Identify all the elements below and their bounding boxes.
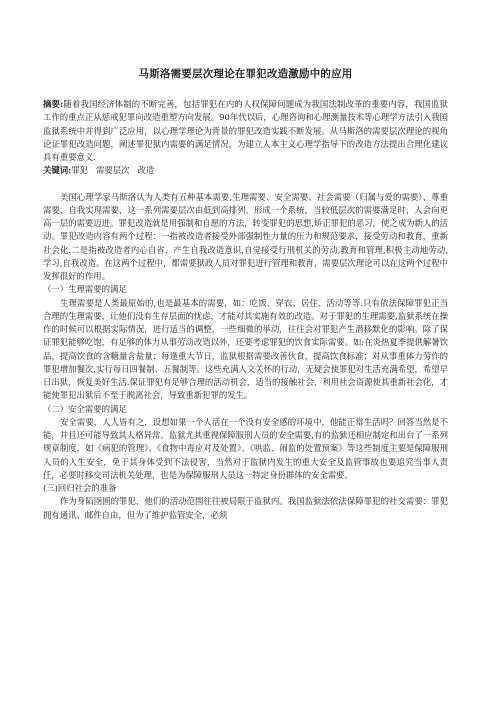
abstract-text: 随着我国经济体制的不断完善，包括罪犯在内的人权保障问题成为我国法制改革的重要内容，我国监狱工作的重点正从惩戒犯罪向改造重塑方向发展。90年代以后，心理咨询和心理测量技术等心理学方法引入我国监狱系统中并得到广泛应用，以心理学理论为背景的罪犯改造实践不断发展。从马斯洛的需要层次理论的视角论证罪犯改造问题，阐述罪犯狱内需要的满足情况，为建立人本主义心理学指导下的改造方法提出合理化建议具有重要意义. [43, 99, 449, 162]
section-heading-physiological: （一）生理需要的满足 [43, 284, 127, 295]
abstract-label: 摘要: [43, 99, 64, 109]
keyword-item: 罪犯 [71, 165, 88, 176]
keyword-item: 改造 [137, 165, 155, 176]
keywords-label: 关键词: [43, 165, 72, 176]
intro-paragraph: 美国心理学家马斯洛认为人类有五种基本需要,生理需要、安全需要、社会需要（归属与爱的需要）、尊重需要、自我实现需要，这一系列需要层次由低到高排列，形成一个系统，当较低层次的需要满足时，人会向更高一层的需要迈进。罪犯改造就是用强制和自愿的方法，转变罪犯的思想,矫正罪犯的恶习，使之成为新人的活动。罪犯改造内容有两个过程：一指被改造者接受外部强制性力量的压力和规范要求，接受劳动和教育，重新社会化.二是指被改造者内心自省，产生自我改造意识,自觉接受行刑机关的劳动,教育和管理,积极主动地劳动,学习,自我改造。在这两个过程中，都需要狱政人员对罪犯进行管理和教育，需要层次理论可以在这两个过程中发挥很好的作用。 [43, 191, 448, 281]
section-heading-safety: （二）安全需要的满足 [43, 403, 127, 414]
section-safety-paragraph: 安全需要，人人皆有之，设想如果一个人活在一个没有安全感的环境中，他能正常生活吗？回答当然是不能，并且还可能导致其人格异常。监狱尤其重视保障服刑人员的安全需要,有的监狱还相应制定和出台了一系列规章制度，如《病犯的管理》、《食物中毒应对及处置》、《哄监、闹监的处置预案》等这些制度主要是保障服刑人员的人生安全，免于其身体受到不法侵害，当然对于监狱内发生的重大安全及监管事故也要追究当事人责任，必要时移交司法机关处理，也是为保障服刑人员这一特定身份群体的安全需要。 [43, 416, 448, 480]
keywords-list [71, 165, 162, 175]
body-text [43, 191, 448, 522]
keywords-line [43, 164, 448, 177]
section-physiological-paragraph: 生理需要是人类最原始的,也是最基本的需要，如：吃饭、穿衣、居住、活动等等.只有依法保障罪犯正当合理的生理需要，让他们没有生存层面的忧虑，才能对其实施有效的改造。对于罪犯的生理需要,监狱系统在操作的时候可以根据实际情况，进行适当的调整，一些细微的举动，往往会对罪犯产生潜移默化的影响。除了保证罪犯能够吃饱，有足够的体力从事劳动改造以外，还要考虑罪犯的饮食实际需要。如:在炎热夏季提供解暑饮品，提高饮食的含糖量含盐量；每逢重大节日，监狱根据需要改善伙食，提高饮食标准；对从事重体力劳作的罪犯增加餐次,实行每日四餐制、五餐制等。这些充满人文关怀的行动，无疑会使罪犯对生活充满希望，希望早日出狱，恢复美好生活.保证罪犯有足够合理的活动机会，适当的接触社会，利用社会资源使其重新社会化，才能使罪犯出狱后不至于脱离社会，导致重新犯罪的发生。 [43, 297, 448, 401]
paper-title: 马斯洛需要层次理论在罪犯改造激励中的应用 [138, 68, 353, 80]
section-heading-reintegration: (三)回归社会的准备 [43, 483, 117, 493]
section-reintegration-paragraph: 作为身陷囹圄的罪犯，他们的活动范围往往被局限于监狱内。我国监狱法依法保障罪犯的社交需要：罪犯拥有通讯、邮件自由，但为了维护监管安全，必须 [43, 496, 448, 520]
keyword-item: 需要层次 [95, 165, 130, 176]
abstract-paragraph [43, 98, 448, 164]
abstract-block [43, 98, 448, 178]
